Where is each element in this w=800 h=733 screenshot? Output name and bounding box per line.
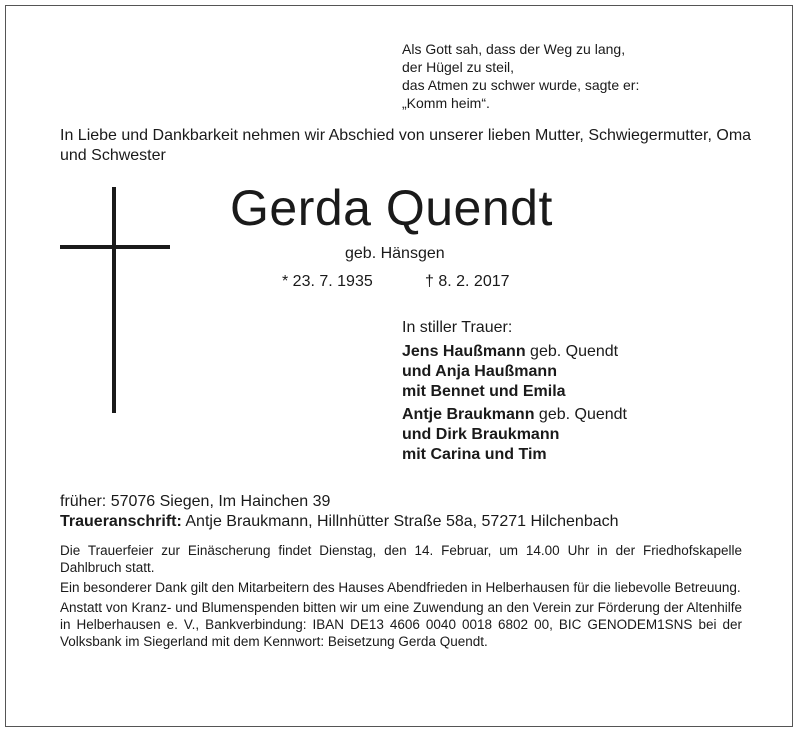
poem-line: das Atmen zu schwer wurde, sagte er: — [402, 77, 640, 93]
mourning-address — [60, 512, 619, 532]
mourner-group — [402, 342, 627, 402]
cross-icon — [112, 187, 116, 413]
poem-line: der Hügel zu steil, — [402, 59, 515, 75]
addresses — [60, 492, 619, 532]
maiden-name: geb. Hänsgen — [345, 245, 445, 262]
mourners-label: In stiller Trauer: — [402, 319, 513, 336]
mourner-line: und Anja Haußmann — [402, 363, 557, 380]
mourner-group — [402, 405, 627, 465]
funeral-note: Die Trauerfeier zur Einäscherung findet Dienstag, den 14. Februar, um 14.00 Uhr in der Friedhofskapelle Dahlbruch statt. — [60, 543, 742, 575]
birth-date: * 23. 7. 1935 — [282, 273, 373, 290]
mourner-line: Jens Haußmann geb. Quendt — [402, 343, 619, 360]
deceased-name: Gerda Quendt — [230, 180, 553, 236]
poem-line: Als Gott sah, dass der Weg zu lang, — [402, 41, 626, 57]
mourner-line: mit Bennet und Emila — [402, 383, 566, 400]
mourning-address-label: Traueranschrift: — [60, 513, 182, 530]
death-date: † 8. 2. 2017 — [425, 273, 510, 290]
cross-icon-bar — [60, 245, 170, 249]
donation-note: Anstatt von Kranz- und Blumenspenden bitten wir um eine Zuwendung an den Verein zur Förderung der Altenhilfe in Helberhausen e. V., Bankverbindung: IBAN DE13 4606 0040 0018 6802 00, BIC GENODEM1SNS bei der Volksbank im Siegerland mit dem Kennwort: Beisetzung Gerda Quendt. — [60, 600, 742, 649]
poem-line: „Komm heim“. — [402, 95, 490, 111]
mourner-line: Antje Braukmann geb. Quendt — [402, 406, 627, 423]
mourner-line: mit Carina und Tim — [402, 446, 547, 463]
thanks-note: Ein besonderer Dank gilt den Mitarbeitern des Hauses Abendfrieden in Helberhausen für die liebevolle Betreuung. — [60, 580, 741, 595]
mourners — [402, 318, 627, 468]
intro-text: In Liebe und Dankbarkeit nehmen wir Abschied von unserer lieben Mutter, Schwiegermutter, Oma und Schwester — [60, 127, 752, 164]
mourner-line: und Dirk Braukmann — [402, 426, 560, 443]
mourning-address-value: Antje Braukmann, Hillnhütter Straße 58a, 57271 Hilchenbach — [181, 513, 619, 530]
poem — [402, 40, 639, 112]
notes — [60, 542, 742, 653]
former-address: früher: 57076 Siegen, Im Hainchen 39 — [60, 493, 331, 510]
